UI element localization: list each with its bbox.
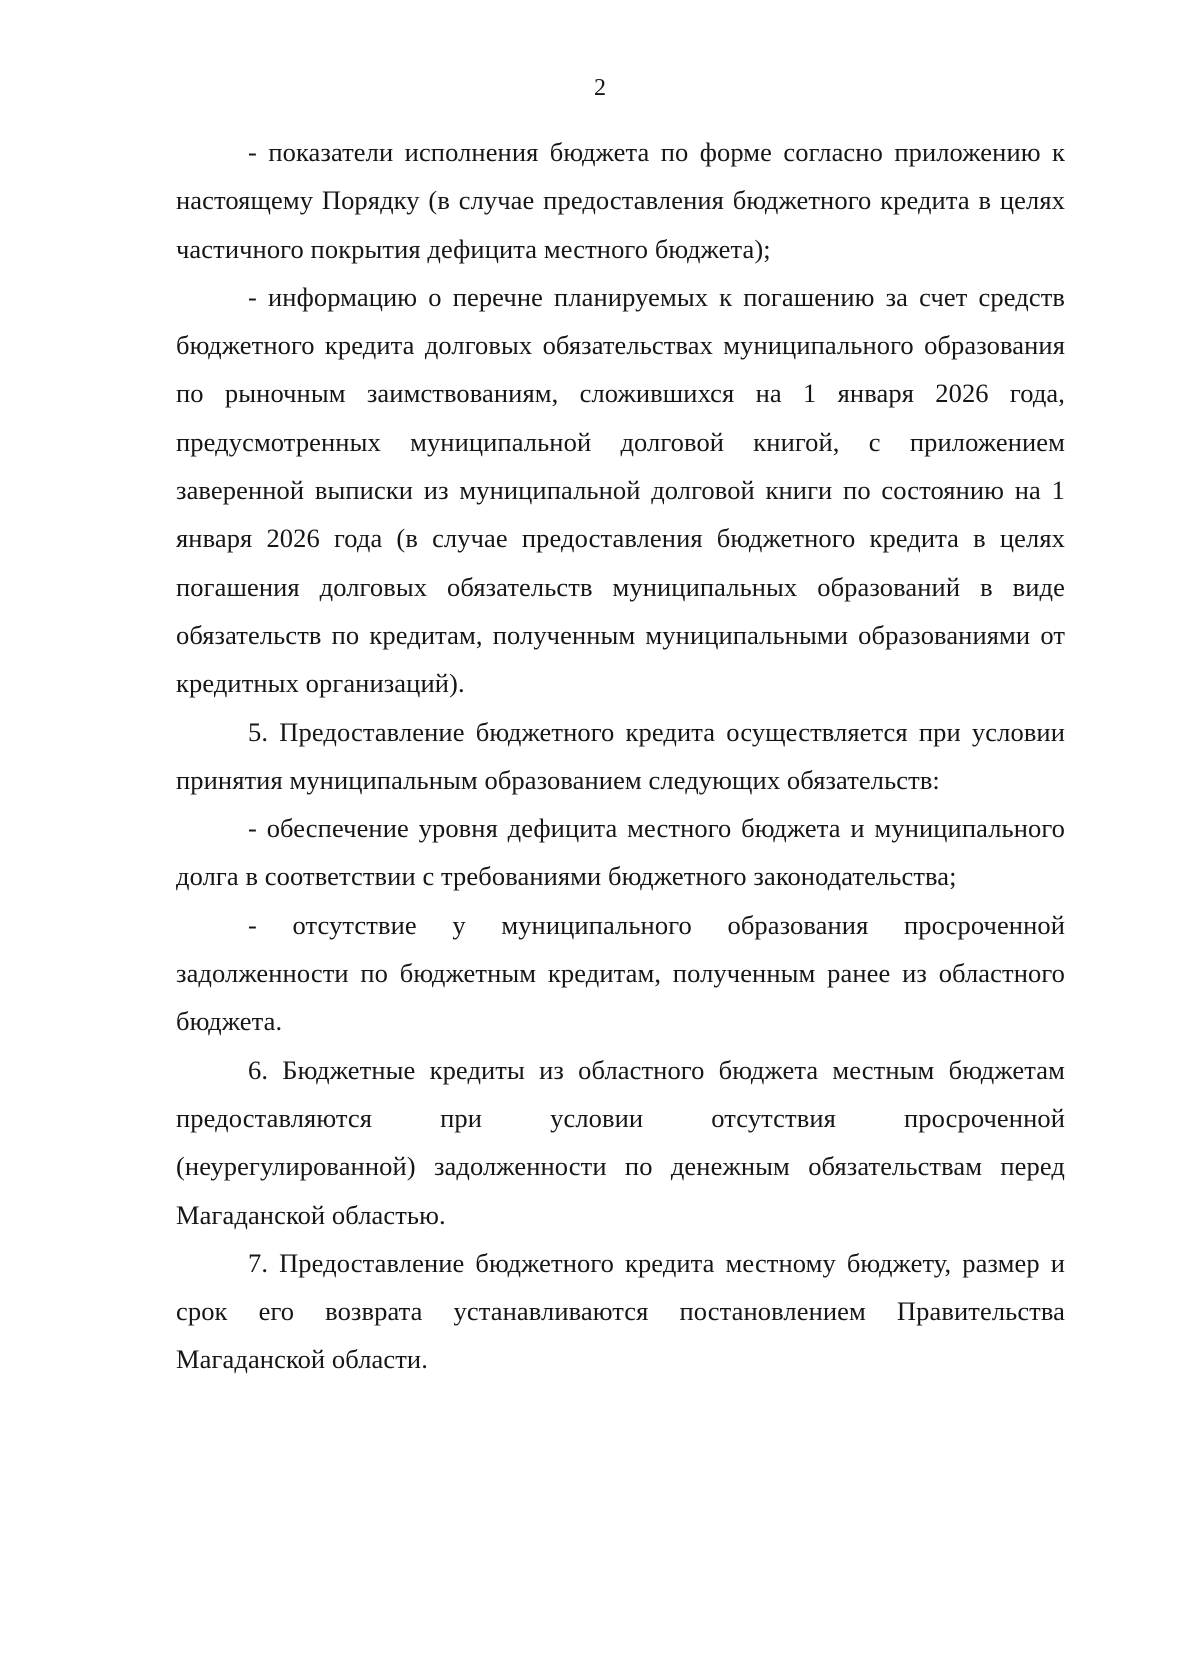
document-body: [176, 128, 1065, 1384]
paragraph-budget-indicators: - показатели исполнения бюджета по форме согласно приложению к настоящему Порядку (в случае предоставления бюджетного кредита в целях частичного покрытия дефицита местного бюджета);: [176, 137, 1065, 264]
paragraph-item-6: 6. Бюджетные кредиты из областного бюджета местным бюджетам предоставляются при условии отсутствия просроченной (неурегулированной) задолженности по денежным обязательствам перед Магаданской областью.: [176, 1054, 1065, 1230]
paragraph-item-5: 5. Предоставление бюджетного кредита осуществляется при условии принятия муниципальным образованием следующих обязательств:: [176, 716, 1065, 795]
paragraph-deficit-level: - обеспечение уровня дефицита местного бюджета и муниципального долга в соответствии с требованиями бюджетного законодательства;: [176, 813, 1065, 892]
paragraph-no-overdue-debt: - отсутствие у муниципального образования просроченной задолженности по бюджетным кредитам, полученным ранее из областного бюджета.: [176, 909, 1065, 1037]
page-number: 2: [594, 75, 606, 101]
paragraph-item-7: 7. Предоставление бюджетного кредита местному бюджету, размер и срок его возврата устанавливаются постановлением Правительства Магаданской области.: [176, 1247, 1065, 1375]
paragraph-debt-obligations-info: - информацию о перечне планируемых к погашению за счет средств бюджетного кредита долговых обязательствах муниципального образования по рыночным заимствованиям, сложившихся на 1 января 2026 года, предусмотренных муниципальной долговой книгой, с приложением заверенной выписки из муниципальной долговой книги по состоянию на 1 января 2026 года (в случае предоставления бюджетного кредита в целях погашения долговых обязательств муниципальных образований в виде обязательств по кредитам, полученным муниципальными образованиями от кредитных организаций).: [176, 281, 1065, 699]
